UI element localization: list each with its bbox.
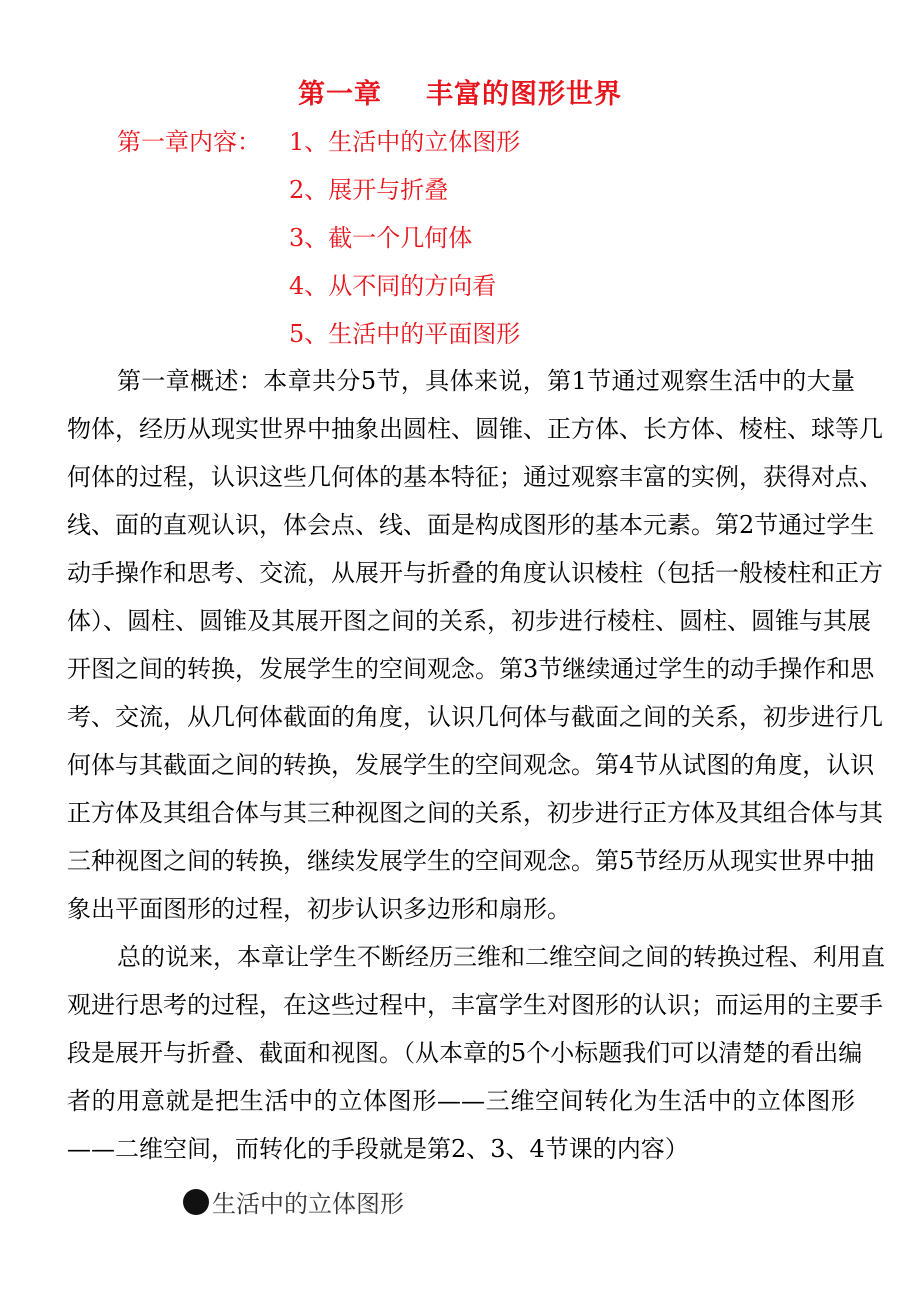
toc-item: 2、展开与折叠 — [289, 176, 449, 204]
paragraph-line: 物体，经历从现实世界中抽象出圆柱、圆锥、正方体、长方体、棱柱、球等几 — [67, 415, 883, 443]
section-heading-text: 生活中的立体图形 — [212, 1190, 404, 1218]
chapter-name: 丰富的图形世界 — [426, 79, 622, 110]
toc-label: 第一章内容： — [117, 128, 261, 156]
chapter-title — [0, 72, 920, 111]
paragraph-line: 何体的过程，认识这些几何体的基本特征；通过观察丰富的实例，获得对点、 — [67, 463, 883, 491]
toc-item: 3、截一个几何体 — [289, 224, 473, 252]
paragraph-line: 正方体及其组合体与其三种视图之间的关系，初步进行正方体及其组合体与其 — [67, 799, 883, 827]
toc-item: 4、从不同的方向看 — [289, 272, 497, 300]
paragraph-line: 总的说来，本章让学生不断经历三维和二维空间之间的转换过程、利用直 — [117, 943, 885, 971]
toc-item: 1、生活中的立体图形 — [289, 128, 521, 156]
paragraph-line: ——二维空间，而转化的手段就是第2、3、4节课的内容） — [67, 1135, 689, 1163]
paragraph-line: 象出平面图形的过程，初步认识多边形和扇形。 — [67, 895, 571, 923]
paragraph-line: 线、面的直观认识，体会点、线、面是构成图形的基本元素。第2节通过学生 — [67, 511, 875, 539]
toc-item: 5、生活中的平面图形 — [289, 320, 521, 348]
bullet-icon — [183, 1189, 209, 1215]
paragraph-line: 体）、圆柱、圆锥及其展开图之间的关系，初步进行棱柱、圆柱、圆锥与其展 — [67, 607, 871, 635]
paragraph-line: 考、交流，从几何体截面的角度，认识几何体与截面之间的关系，初步进行几 — [67, 703, 883, 731]
chapter-number: 第一章 — [298, 79, 382, 110]
paragraph-line: 何体与其截面之间的转换，发展学生的空间观念。第4节从试图的角度，认识 — [67, 751, 875, 779]
section-heading — [183, 1184, 404, 1219]
paragraph-line: 动手操作和思考、交流，从展开与折叠的角度认识棱柱（包括一般棱柱和正方 — [67, 559, 883, 587]
paragraph-line: 三种视图之间的转换，继续发展学生的空间观念。第5节经历从现实世界中抽 — [67, 847, 875, 875]
paragraph-line: 第一章概述：本章共分5节，具体来说，第1节通过观察生活中的大量 — [117, 367, 855, 395]
paragraph-line: 者的用意就是把生活中的立体图形——三维空间转化为生活中的立体图形 — [67, 1087, 855, 1115]
paragraph-line: 段是展开与折叠、截面和视图。（从本章的5个小标题我们可以清楚的看出编 — [67, 1039, 863, 1067]
paragraph-line: 开图之间的转换，发展学生的空间观念。第3节继续通过学生的动手操作和思 — [67, 655, 875, 683]
paragraph-line: 观进行思考的过程，在这些过程中，丰富学生对图形的认识；而运用的主要手 — [67, 991, 883, 1019]
